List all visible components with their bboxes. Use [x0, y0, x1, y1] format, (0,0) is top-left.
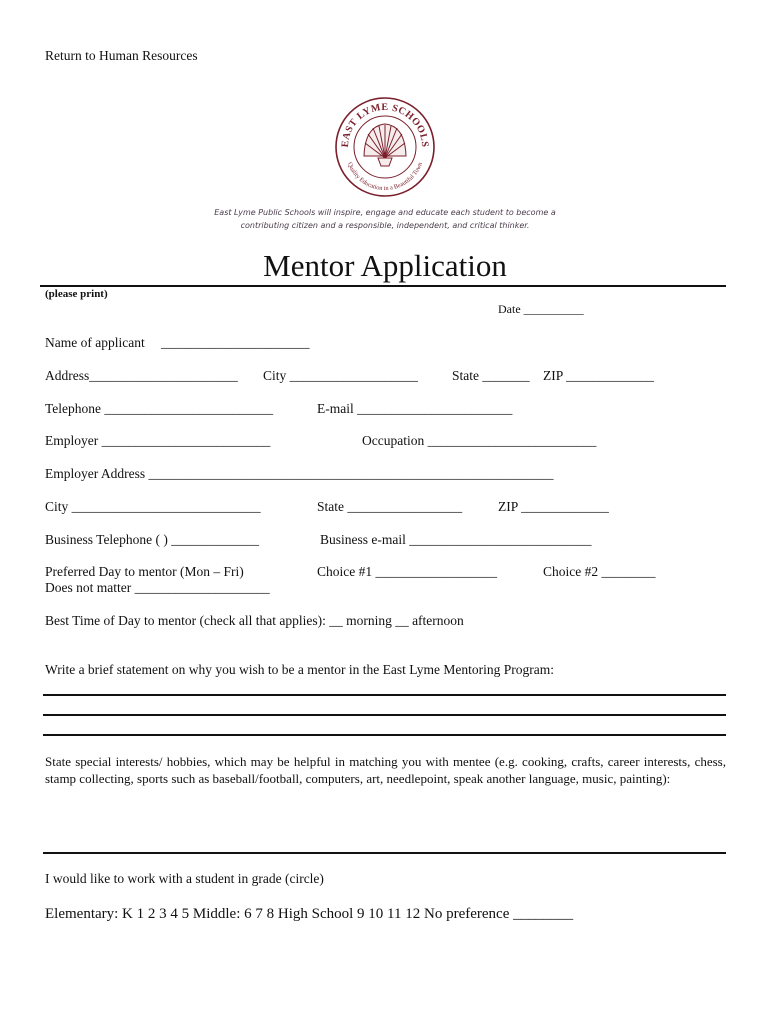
city-field[interactable]: City ___________________: [263, 368, 418, 383]
employer-field[interactable]: Employer _________________________: [45, 433, 271, 448]
employer-zip-field[interactable]: ZIP _____________: [498, 499, 609, 514]
svg-text:EAST LYME SCHOOLS: EAST LYME SCHOOLS: [339, 101, 431, 148]
occupation-field[interactable]: Occupation _________________________: [362, 433, 597, 448]
interests-line[interactable]: [43, 852, 726, 854]
employer-city-field[interactable]: City ____________________________: [45, 499, 261, 514]
business-telephone-field[interactable]: Business Telephone ( ) _____________: [45, 532, 260, 547]
telephone-field[interactable]: Telephone _________________________: [45, 401, 274, 416]
choice-1-field[interactable]: Choice #1 __________________: [317, 564, 497, 579]
address-field[interactable]: Address______________________: [45, 368, 238, 383]
page-title: Mentor Application: [263, 248, 507, 283]
scallop-shell-icon: [334, 96, 436, 198]
title-divider: [40, 285, 726, 287]
mission-statement-line-1: East Lyme Public Schools will inspire, engage and educate each student to become a: [214, 208, 556, 217]
grade-options[interactable]: Elementary: K 1 2 3 4 5 Middle: 6 7 8 High School 9 10 11 12 No preference ________: [45, 906, 574, 922]
name-label: Name of applicant: [45, 335, 145, 350]
return-to-hr-link[interactable]: Return to Human Resources: [45, 48, 198, 63]
does-not-matter-field[interactable]: Does not matter ____________________: [45, 580, 270, 595]
preferred-day-label: Preferred Day to mentor (Mon – Fri): [45, 564, 244, 579]
email-field[interactable]: E-mail _______________________: [317, 401, 513, 416]
school-seal-logo: [334, 96, 436, 198]
mission-statement-line-2: contributing citizen and a responsible, independent, and critical thinker.: [240, 221, 530, 230]
please-print-note: (please print): [45, 288, 108, 300]
statement-line-1[interactable]: [43, 694, 726, 696]
state-field[interactable]: State _______: [452, 368, 530, 383]
zip-field[interactable]: ZIP _____________: [543, 368, 654, 383]
name-field[interactable]: ______________________: [161, 335, 310, 350]
svg-text:Quality Education in a Beautif: Quality Education in a Beautiful Town: [346, 161, 424, 193]
grade-prompt: I would like to work with a student in grade (circle): [45, 871, 324, 886]
employer-address-field[interactable]: Employer Address ____________________________________________________________: [45, 466, 554, 481]
best-time-field[interactable]: Best Time of Day to mentor (check all that applies): __ morning __ afternoon: [45, 613, 464, 628]
statement-line-2[interactable]: [43, 714, 726, 716]
statement-line-3[interactable]: [43, 734, 726, 736]
statement-prompt: Write a brief statement on why you wish to be a mentor in the East Lyme Mentoring Program:: [45, 662, 554, 677]
business-email-field[interactable]: Business e-mail ___________________________: [320, 532, 592, 547]
choice-2-field[interactable]: Choice #2 ________: [543, 564, 656, 579]
interests-prompt: State special interests/ hobbies, which may be helpful in matching you with mentee (e.g. cooking, crafts, career interests, chess, stamp collecting, sports such as baseball/football, computers, art, needlepoint, speak another language, music, painting):: [45, 754, 726, 786]
employer-state-field[interactable]: State _________________: [317, 499, 463, 514]
date-field[interactable]: Date __________: [498, 302, 584, 316]
